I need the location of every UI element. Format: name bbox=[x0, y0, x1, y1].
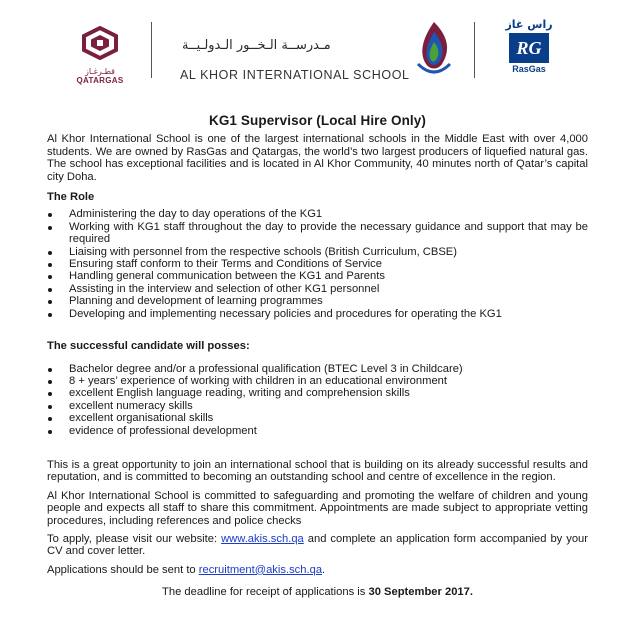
bullet-icon bbox=[48, 405, 52, 409]
list-item: excellent numeracy skills bbox=[47, 400, 588, 412]
list-item: Handling general communication between the KG1 and Parents bbox=[47, 270, 588, 282]
list-item: excellent organisational skills bbox=[47, 412, 588, 424]
intro-paragraph: Al Khor International School is one of the largest international schools in the Middle East with over 4,000 students. We are owned by RasGas and Qatargas, the world’s two largest producers of liquefied natural gas. The school has exceptional facilities and is located in Al Khor Community, 40 minutes north of Qatar’s capital city Doha. bbox=[47, 133, 588, 183]
bullet-icon bbox=[48, 417, 52, 421]
school-arabic-name: مـدرســة الـخــور الـدولـيــة bbox=[182, 38, 331, 53]
rasgas-mark: RG bbox=[509, 33, 549, 63]
qatargas-emblem-icon bbox=[80, 26, 120, 60]
list-item: Bachelor degree and/or a professional qualification (BTEC Level 3 in Childcare) bbox=[47, 363, 588, 375]
list-item: Developing and implementing necessary policies and procedures for operating the KG1 bbox=[47, 308, 588, 320]
list-item: 8 + years’ experience of working with children in an educational environment bbox=[47, 375, 588, 387]
bullet-icon bbox=[48, 430, 52, 434]
bullet-icon bbox=[48, 300, 52, 304]
qatargas-name: QATARGAS bbox=[76, 76, 124, 85]
school-english-name: AL KHOR INTERNATIONAL SCHOOL bbox=[180, 68, 410, 82]
list-item: Ensuring staff conform to their Terms and Conditions of Service bbox=[47, 258, 588, 270]
header-divider bbox=[474, 22, 475, 78]
list-item: Liaising with personnel from the respective schools (British Curriculum, CBSE) bbox=[47, 246, 588, 258]
bullet-icon bbox=[48, 392, 52, 396]
bullet-icon bbox=[48, 226, 52, 230]
school-flame-emblem-icon bbox=[412, 20, 456, 80]
bullet-icon bbox=[48, 380, 52, 384]
bullet-icon bbox=[48, 368, 52, 372]
email-link[interactable]: recruitment@akis.sch.qa bbox=[198, 563, 323, 576]
job-title: KG1 Supervisor (Local Hire Only) bbox=[208, 113, 426, 128]
safeguarding-paragraph: Al Khor International School is committed to safeguarding and promoting the welfare of children and young people and expects all staff to share this commitment. Appointments are made subject to appropriate vetting procedures, including references and police checks bbox=[47, 489, 588, 527]
rasgas-name: RasGas bbox=[512, 64, 546, 74]
deadline-date: 30 September 2017. bbox=[368, 586, 473, 599]
bullet-icon bbox=[48, 313, 52, 317]
candidate-heading: The successful candidate will posses: bbox=[47, 340, 250, 353]
candidate-list bbox=[47, 363, 588, 437]
list-item: evidence of professional development bbox=[47, 425, 588, 437]
email-paragraph: Applications should be sent to recruitment@akis.sch.qa. bbox=[47, 563, 326, 576]
rasgas-logo bbox=[499, 18, 559, 74]
bullet-icon bbox=[48, 288, 52, 292]
qatargas-logo bbox=[70, 26, 130, 85]
list-item: Planning and development of learning programmes bbox=[47, 295, 588, 307]
advert-body bbox=[47, 115, 588, 599]
header-divider bbox=[151, 22, 152, 78]
header-logos bbox=[0, 18, 624, 90]
list-item: Assisting in the interview and selection of other KG1 personnel bbox=[47, 283, 588, 295]
list-item: excellent English language reading, writing and comprehension skills bbox=[47, 387, 588, 399]
list-item: Administering the day to day operations of the KG1 bbox=[47, 208, 588, 220]
qatargas-arabic-name: قطـرغـاز bbox=[85, 67, 115, 76]
bullet-icon bbox=[48, 251, 52, 255]
rasgas-arabic-name: راس غاز bbox=[505, 18, 553, 31]
role-heading: The Role bbox=[47, 191, 95, 204]
list-item: Working with KG1 staff throughout the day to provide the necessary guidance and support that may be required bbox=[47, 221, 588, 246]
bullet-icon bbox=[48, 263, 52, 267]
opportunity-paragraph: This is a great opportunity to join an international school that is building on its already successful results and reputation, and is committed to becoming an outstanding school and centre of excellence in the region. bbox=[47, 458, 588, 484]
role-list bbox=[47, 208, 588, 320]
apply-paragraph: To apply, please visit our website: www.akis.sch.qa and complete an application form accompanied by your CV and cover letter. bbox=[47, 532, 588, 558]
bullet-icon bbox=[48, 275, 52, 279]
deadline-line: The deadline for receipt of applications is 30 September 2017. bbox=[162, 586, 473, 599]
website-link[interactable]: www.akis.sch.qa bbox=[221, 532, 304, 545]
bullet-icon bbox=[48, 213, 52, 217]
